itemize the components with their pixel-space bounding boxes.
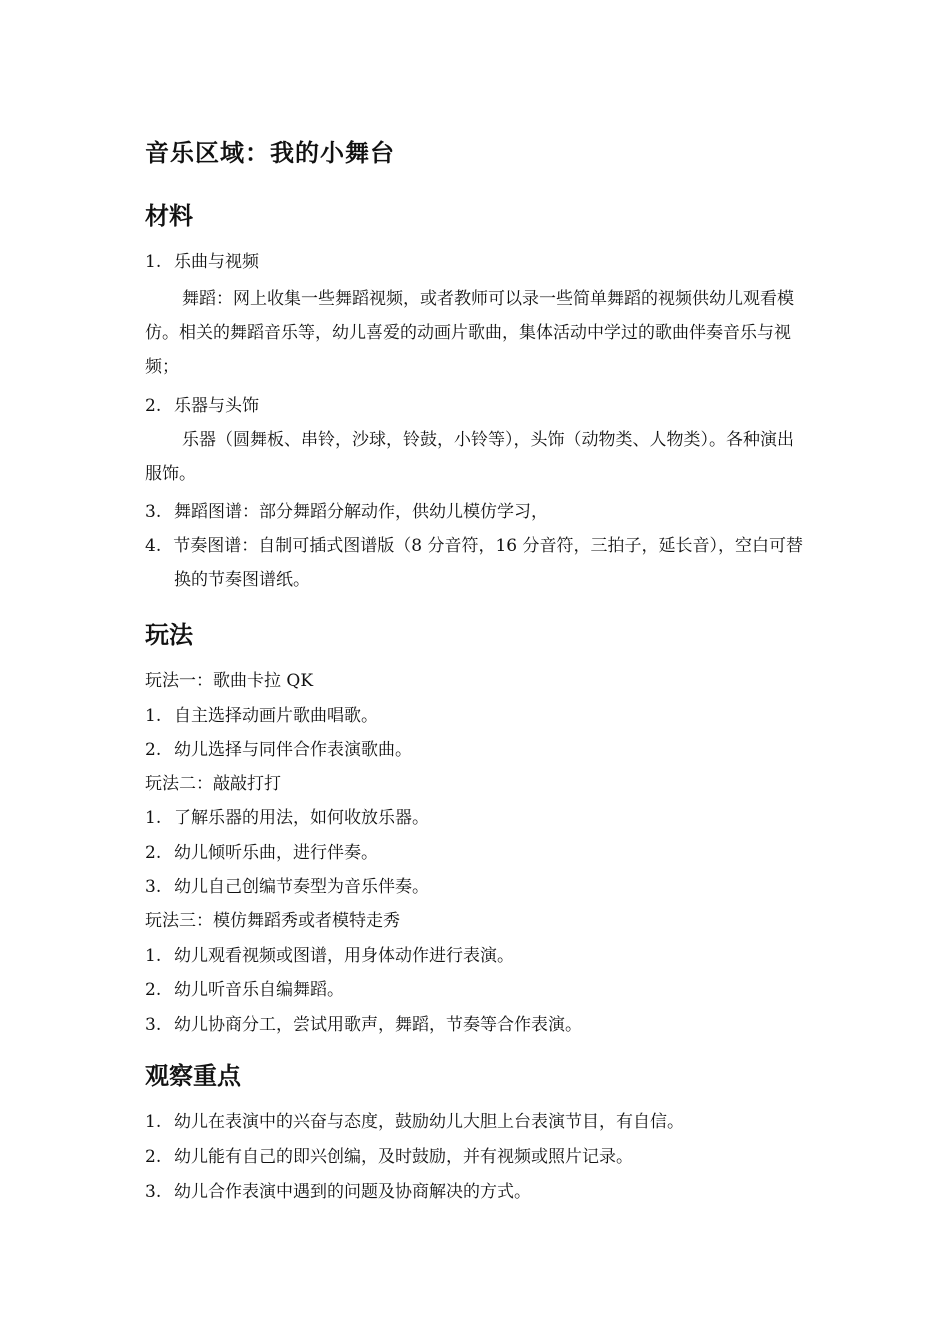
- list-item: [145, 733, 412, 767]
- list-item-text: 乐器与头饰: [174, 396, 259, 416]
- list-item-text: 幼儿合作表演中遇到的问题及协商解决的方式。: [174, 1182, 531, 1202]
- list-item: [145, 529, 810, 597]
- list-item: [145, 1105, 684, 1139]
- play-group-title: 玩法三：模仿舞蹈秀或者模特走秀: [145, 911, 400, 931]
- list-item-text: 幼儿观看视频或图谱，用身体动作进行表演。: [174, 946, 514, 966]
- list-item: [145, 389, 259, 423]
- list-item-text: 舞蹈图谱：部分舞蹈分解动作，供幼儿模仿学习，: [174, 502, 548, 522]
- list-item-text: 乐曲与视频: [174, 252, 259, 272]
- list-number: 1.: [145, 808, 162, 828]
- list-item-text: 自主选择动画片歌曲唱歌。: [174, 706, 378, 726]
- list-item: [145, 1175, 531, 1209]
- list-item-detail: 乐器（圆舞板、串铃，沙球，铃鼓，小铃等），头饰（动物类、人物类）。各种演出服饰。: [145, 430, 794, 484]
- list-number: 3.: [145, 1015, 162, 1035]
- section-heading-play: 玩法: [145, 621, 193, 649]
- list-number: 2.: [145, 396, 162, 416]
- list-number: 1.: [145, 706, 162, 726]
- section-heading-observation: 观察重点: [145, 1062, 241, 1090]
- list-item: [145, 1008, 582, 1042]
- list-item: [145, 245, 259, 279]
- list-item-text: 幼儿选择与同伴合作表演歌曲。: [174, 740, 412, 760]
- section-heading-materials: 材料: [145, 202, 193, 230]
- list-number: 3.: [145, 502, 162, 522]
- list-number: 2.: [145, 843, 162, 863]
- play-group-title: 玩法一：歌曲卡拉 QK: [145, 671, 314, 691]
- list-number: 2.: [145, 1147, 162, 1167]
- list-number: 1.: [145, 946, 162, 966]
- list-item: [145, 1140, 633, 1174]
- list-item: [145, 973, 344, 1007]
- list-item-text: 幼儿在表演中的兴奋与态度，鼓励幼儿大胆上台表演节目，有自信。: [174, 1112, 684, 1132]
- list-number: 3.: [145, 877, 162, 897]
- list-item-text: 幼儿协商分工，尝试用歌声，舞蹈，节奏等合作表演。: [174, 1015, 582, 1035]
- list-number: 2.: [145, 740, 162, 760]
- list-item-text: 节奏图谱：自制可插式图谱版（8 分音符，16 分音符，三拍子，延长音），空白可替换的节奏图谱纸。: [173, 536, 803, 590]
- list-number: 1.: [145, 252, 162, 272]
- list-number: 4.: [145, 536, 162, 556]
- list-item: [145, 699, 378, 733]
- list-item: [145, 939, 514, 973]
- page-title: 音乐区域：我的小舞台: [145, 139, 395, 167]
- list-item: [145, 870, 429, 904]
- list-item: [145, 836, 378, 870]
- list-item-text: 幼儿倾听乐曲，进行伴奏。: [174, 843, 378, 863]
- list-number: 1.: [145, 1112, 162, 1132]
- list-item-text: 幼儿听音乐自编舞蹈。: [174, 980, 344, 1000]
- list-number: 3.: [145, 1182, 162, 1202]
- play-group-title: 玩法二：敲敲打打: [145, 774, 281, 794]
- list-item-text: 幼儿能有自己的即兴创编，及时鼓励，并有视频或照片记录。: [174, 1147, 633, 1167]
- list-item: [145, 801, 429, 835]
- list-item: [145, 495, 548, 529]
- list-item-text: 幼儿自己创编节奏型为音乐伴奏。: [174, 877, 429, 897]
- list-item-text: 了解乐器的用法，如何收放乐器。: [174, 808, 429, 828]
- list-number: 2.: [145, 980, 162, 1000]
- list-item-detail: 舞蹈：网上收集一些舞蹈视频，或者教师可以录一些简单舞蹈的视频供幼儿观看模仿。相关的舞蹈音乐等，幼儿喜爱的动画片歌曲，集体活动中学过的歌曲伴奏音乐与视频；: [145, 289, 794, 377]
